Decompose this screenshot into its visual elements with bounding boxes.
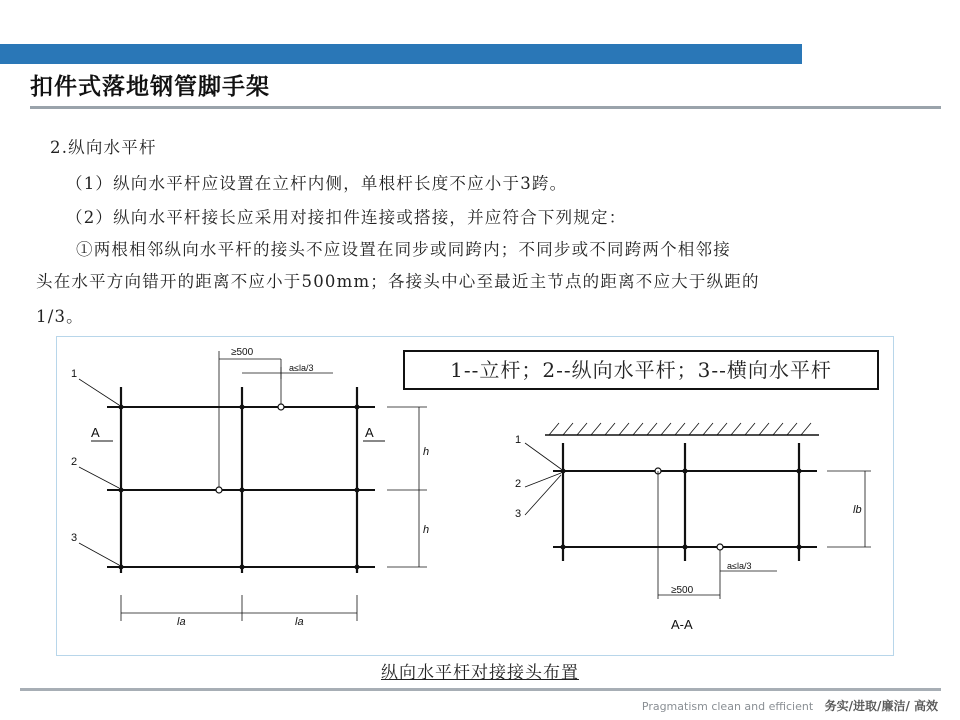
left-label-3: 3 [71,532,78,544]
aa-dim-a-max: a≤la/3 [727,561,752,571]
page-title: 扣件式落地钢管脚手架 [30,74,270,100]
left-section-a: A [91,425,100,440]
footer [642,697,938,714]
rule-item-3-line-2: 头在水平方向错开的距离不应小于500mm；各接头中心至最近主节点的距离不应大于纵距的 [36,272,760,291]
section-title-aa: A-A [671,617,693,632]
aa-dim-min-500: ≥500 [671,585,694,596]
right-section-a: A [365,425,374,440]
figure-caption: 纵向水平杆对接接头布置 [381,663,579,683]
rule-item-3-line-1: ①两根相邻纵向水平杆的接头不应设置在同步或同跨内；不同步或不同跨两个相邻接 [76,240,731,259]
dim-lb: lb [853,504,862,516]
left-label-2: 2 [71,456,78,468]
rule-item-1: （1）纵向水平杆应设置在立杆内侧，单根杆长度不应小于3跨。 [66,174,568,193]
dim-la-1: la [177,616,186,628]
aa-label-3: 3 [515,508,522,520]
rule-item-3-line-3: 1/3。 [36,307,84,326]
ledger-joint-top [278,404,284,410]
aa-label-1: 1 [515,434,522,446]
aa-label-2: 2 [515,478,522,490]
footer-slogan: 务实/进取/廉洁/ 高效 [824,699,938,713]
footer-divider [20,688,941,691]
dim-a-max: a≤la/3 [289,363,314,373]
figure-caption-wrap [0,658,960,683]
ledger-joint-middle [216,487,222,493]
title-divider [30,106,941,109]
joint-layout-figure [56,336,894,656]
rule-item-2: （2）纵向水平杆接长应采用对接扣件连接或搭接，并应符合下列规定： [66,208,627,227]
footer-tagline: Pragmatism clean and efficient [641,700,814,713]
left-label-1: 1 [71,368,78,380]
dim-la-2: la [295,616,304,628]
dim-h-lower: h [423,524,430,536]
figure-legend: 1--立杆；2--纵向水平杆；3--横向水平杆 [403,350,879,390]
dim-h-upper: h [423,446,430,458]
header-accent-bar [0,44,802,64]
section-heading: 2.纵向水平杆 [50,138,157,157]
dim-min-500: ≥500 [231,347,254,358]
